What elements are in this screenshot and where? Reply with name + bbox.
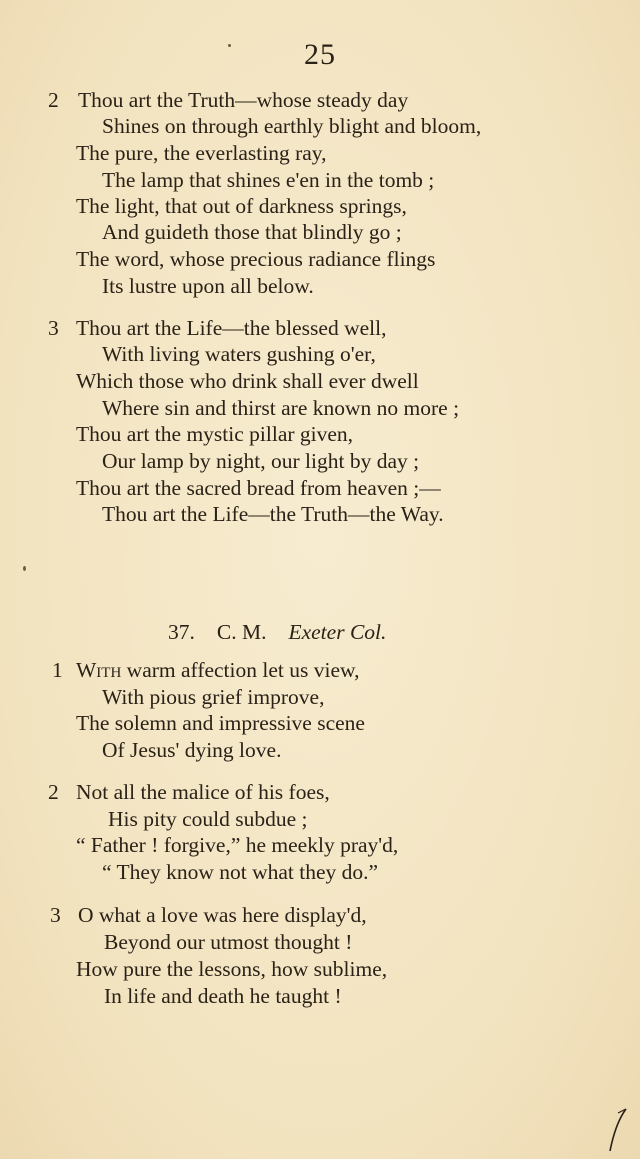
paper-speck: [23, 566, 26, 571]
verse-line: Thou art the Life—the blessed well,: [76, 316, 387, 340]
verse-line: The light, that out of darkness springs,: [76, 194, 407, 218]
verse-line: Where sin and thirst are known no more ;: [102, 396, 460, 420]
hymn-meter: C. M.: [216, 620, 267, 644]
drop-initial: W: [76, 658, 97, 682]
verse-line: The solemn and impressive scene: [76, 711, 365, 735]
verse-line: Thou art the Life—the Truth—the Way.: [102, 502, 444, 526]
verse-line: And guideth those that blindly go ;: [102, 220, 402, 244]
first-line-rest: warm affection let us view,: [121, 658, 360, 682]
hymn-number: 37.: [168, 620, 195, 644]
verse-line: His pity could subdue ;: [108, 807, 308, 831]
verse-line: Its lustre upon all below.: [102, 274, 314, 298]
verse-line: Thou art the Truth—whose steady day: [78, 88, 409, 112]
verse-line: In life and death he taught !: [104, 984, 342, 1008]
verse-line: Our lamp by night, our light by day ;: [102, 449, 420, 473]
verse-line: Of Jesus' dying love.: [102, 738, 282, 762]
verse-line-first: [76, 660, 360, 682]
verse-line: Beyond our utmost thought !: [104, 930, 353, 954]
verse-line: The lamp that shines e'en in the tomb ;: [102, 168, 435, 192]
page-number: 25: [304, 38, 336, 71]
verse-line: “ They know not what they do.”: [102, 860, 379, 884]
hymn-header: [168, 620, 386, 645]
verse-line: “ Father ! forgive,” he meekly pray'd,: [76, 833, 399, 857]
stanza-number: 3: [48, 316, 59, 340]
stanza-number: 1: [52, 658, 63, 682]
hymn-tune: Exeter Col.: [288, 620, 387, 644]
verse-line: The word, whose precious radiance flings: [76, 247, 436, 271]
verse-line: The pure, the everlasting ray,: [76, 141, 327, 165]
paper-speck: [228, 44, 231, 47]
stanza-number: 3: [50, 903, 61, 927]
first-word-rest: ith: [96, 658, 122, 682]
verse-line: Thou art the mystic pillar given,: [76, 422, 354, 446]
verse-line: Shines on through earthly blight and bloom,: [102, 114, 482, 138]
verse-line: Which those who drink shall ever dwell: [76, 369, 419, 393]
verse-line: Thou art the sacred bread from heaven ;—: [76, 476, 441, 500]
verse-line: Not all the malice of his foes,: [76, 780, 330, 804]
verse-line: With pious grief improve,: [102, 685, 325, 709]
verse-line: With living waters gushing o'er,: [102, 342, 376, 366]
stanza-number: 2: [48, 780, 59, 804]
page-edge-mark: [600, 1107, 630, 1153]
stanza-number: 2: [48, 88, 59, 112]
verse-line: O what a love was here display'd,: [78, 903, 367, 927]
verse-line: How pure the lessons, how sublime,: [76, 957, 388, 981]
